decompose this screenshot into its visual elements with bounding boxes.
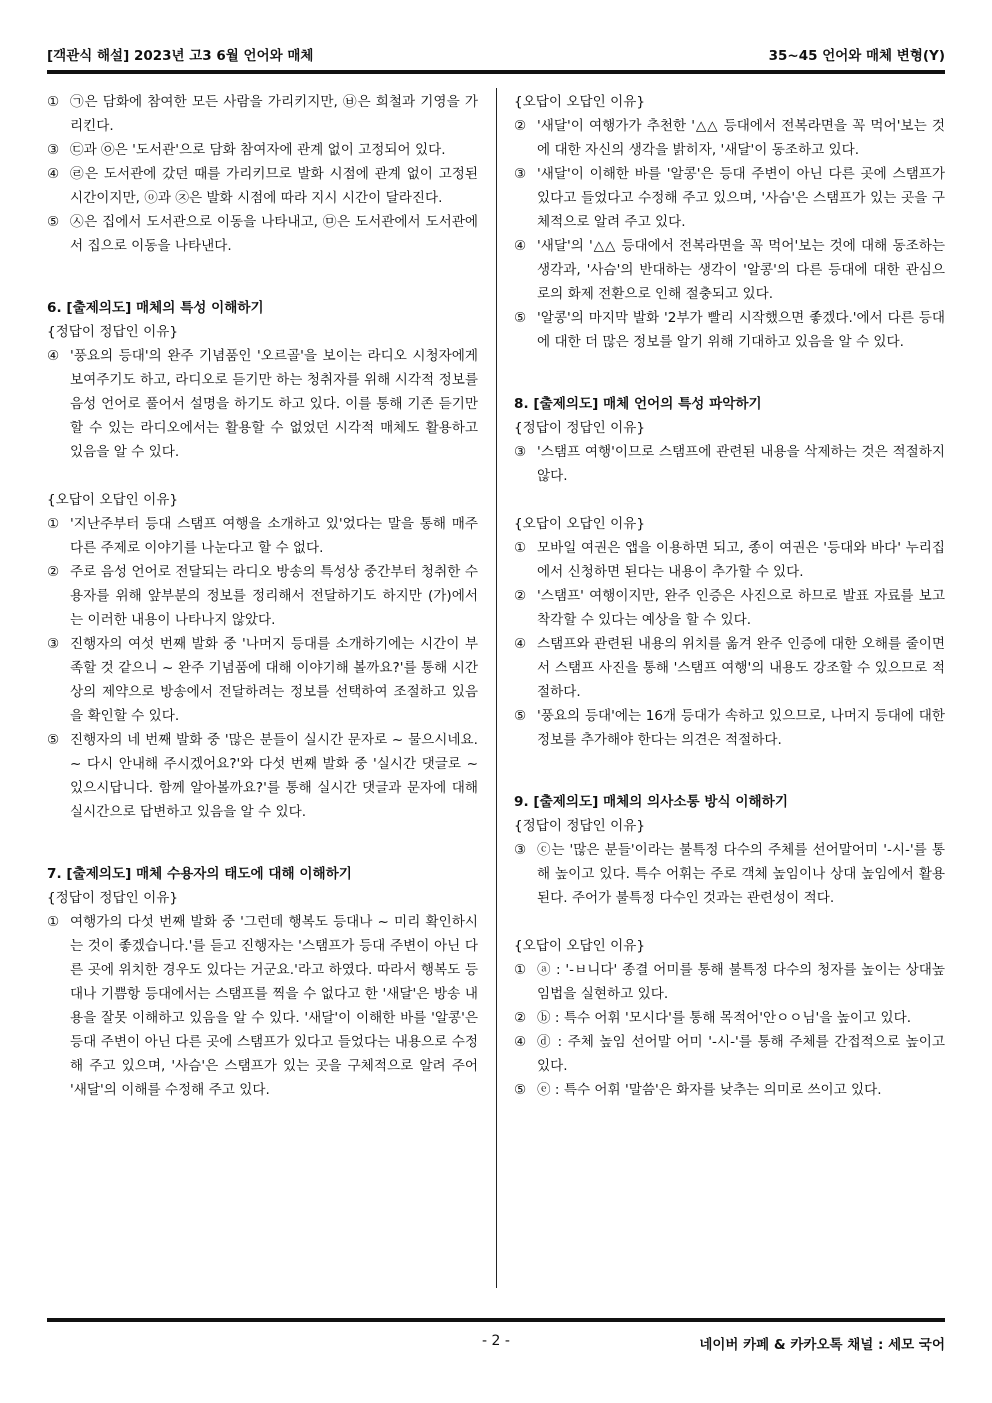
right-column [514,90,945,1102]
q9-title: 9. [출제의도] 매체의 의사소통 방식 이해하기 [514,794,788,810]
page-number: - 2 - [482,1333,510,1349]
q6-correct-label: {정답이 정답인 이유} [47,324,178,340]
list-item: ④ ⓓ : 주체 높임 선어말 어미 '-시-'를 통해 주체를 간접적으로 높이고 있다. [514,1034,945,1074]
list-item: ③ '새달'이 이해한 바를 '알콩'은 등대 주변이 아닌 다른 곳에 스탬프가 있다고 들었다고 수정해 주고 있으며, '사슴'은 스탬프가 있는 곳을 구체적으로 알려 주고 있다. [514,166,945,230]
list-item: ⑤ '풍요의 등대'에는 16개 등대가 속하고 있으므로, 나머지 등대에 대한 정보를 추가해야 한다는 의견은 적절하다. [514,708,945,748]
list-item: ⑤ ㉦은 집에서 도서관으로 이동을 나타내고, ㉤은 도서관에서 도서관에서 집으로 이동을 나타낸다. [47,214,478,254]
q5-items [47,90,478,258]
list-item: ① 모바일 여권은 앱을 이용하면 되고, 종이 여권은 '등대와 바다' 누리집에서 신청하면 된다는 내용이 추가할 수 있다. [514,540,945,580]
list-item: ④ '새달'의 '△△ 등대에서 전복라면을 꼭 먹어'보는 것에 대해 동조하는 생각과, '사슴'의 반대하는 생각이 '알콩'의 다른 등대에 대한 관심으로의 화제 전환으로 인해 절충되고 있다. [514,238,945,302]
list-item: ⑤ ⓔ : 특수 어휘 '말씀'은 화자를 낮추는 의미로 쓰이고 있다. [514,1082,882,1098]
q7-title: 7. [출제의도] 매체 수용자의 태도에 대해 이해하기 [47,866,352,882]
list-item: ④ 스탬프와 관련된 내용의 위치를 옮겨 완주 인증에 대한 오해를 줄이면서 스탬프 사진을 통해 '스탬프 여행'의 내용도 강조할 수 있으므로 적절하다. [514,636,945,700]
list-item: ③ ⓒ는 '많은 분들'이라는 불특정 다수의 주체를 선어말어미 '-시-'를 통해 높이고 있다. 특수 어휘는 주로 객체 높임이나 상대 높임에서 활용된다. 주어가 불특정 다수인 것과는 관련성이 적다. [514,842,945,906]
q9-correct-label: {정답이 정답인 이유} [514,818,645,834]
list-item: ④ ㉣은 도서관에 갔던 때를 가리키므로 발화 시점에 관계 없이 고정된 시간이지만, ⓞ과 ㉨은 발화 시점에 따라 지시 시간이 달라진다. [47,166,478,206]
footer-channel: 네이버 카페 & 카카오톡 채널 : 세모 국어 [699,1337,945,1353]
list-item: ① 여행가의 다섯 번째 발화 중 '그런데 행복도 등대나 ~ 미리 확인하시는 것이 좋겠습니다.'를 듣고 진행자는 '스탬프가 등대 주변이 아닌 다른 곳에 위치한 경우도 있다는 거군요.'라고 하였다. 따라서 행복도 등대나 기쁨항 등대에서는 스탬프를 찍을 수 없다고 한 '새달'은 방송 내용을 잘못 이해하고 있음을 알 수 있다. '새달'이 이해한 바를 '알콩'은 등대 주변이 아닌 다른 곳에 스탬프가 있다고 들었다는 내용으로 수정해 주고 있으며, '사슴'은 스탬프가 있는 곳을 구체적으로 알려 주어 '새달'의 이해를 수정해 주고 있다. [47,914,478,1098]
q9-wrong-label: {오답이 오답인 이유} [514,938,645,954]
header-rule [47,70,945,74]
list-item: ② 주로 음성 언어로 전달되는 라디오 방송의 특성상 중간부터 청취한 수용자를 위해 앞부분의 정보를 정리해서 전달하기도 하지만 (가)에서는 이러한 내용이 나타나지 않았다. [47,564,478,628]
left-column [47,90,478,1102]
list-item: ② ⓑ : 특수 어휘 '모시다'를 통해 목적어'안ㅇㅇ님'을 높이고 있다. [514,1010,912,1026]
list-item: ① ㉠은 담화에 참여한 모든 사람을 가리키지만, ㉥은 희철과 기영을 가리킨다. [47,94,478,134]
list-item: ③ 진행자의 여섯 번째 발화 중 '나머지 등대를 소개하기에는 시간이 부족할 것 같으니 ~ 완주 기념품에 대해 이야기해 볼까요?'를 통해 시간상의 제약으로 방송에서 전달하려는 정보를 선택하여 조절하고 있음을 확인할 수 있다. [47,636,478,724]
list-item: ④ '풍요의 등대'의 완주 기념품인 '오르골'을 보이는 라디오 시청자에게 보여주기도 하고, 라디오로 듣기만 하는 청취자를 위해 시각적 정보를 음성 언어로 풀어서 설명을 하기도 하고 있다. 이를 통해 기존 듣기만 할 수 있는 라디오에서는 활용할 수 없었던 시각적 매체도 활용하고 있음을 알 수 있다. [47,348,478,460]
list-item: ⑤ 진행자의 네 번째 발화 중 '많은 분들이 실시간 문자로 ~ 물으시네요. ~ 다시 안내해 주시겠어요?'와 다섯 번째 발화 중 '실시간 댓글로 ~ 있으시답니다. 함께 알아볼까요?'를 통해 실시간 댓글과 문자에 대해 실시간으로 답변하고 있음을 알 수 있다. [47,732,478,820]
header-right: 35~45 언어와 매체 변형(Y) [768,48,945,64]
list-item: ③ '스탬프 여행'이므로 스탬프에 관련된 내용을 삭제하는 것은 적절하지 않다. [514,444,945,484]
column-divider [496,88,497,1288]
header-left: [객관식 해설] 2023년 고3 6월 언어와 매체 [47,48,314,64]
list-item: ① ⓐ : '-ㅂ니다' 종결 어미를 통해 불특정 다수의 청자를 높이는 상대높임법을 실현하고 있다. [514,962,945,1002]
q6-title: 6. [출제의도] 매체의 특성 이해하기 [47,300,264,316]
page-header [47,40,945,68]
list-item: ① '지난주부터 등대 스탬프 여행을 소개하고 있'었다는 말을 통해 매주 다른 주제로 이야기를 나눈다고 할 수 없다. [47,516,478,556]
q7-wrong-label: {오답이 오답인 이유} [514,94,645,110]
footer-rule [47,1318,945,1322]
q6-wrong-label: {오답이 오답인 이유} [47,492,178,508]
q7-correct-label: {정답이 정답인 이유} [47,890,178,906]
list-item: ② '스탬프' 여행이지만, 완주 인증은 사진으로 하므로 발표 자료를 보고 착각할 수 있다는 예상을 할 수 있다. [514,588,945,628]
list-item: ② '새달'이 여행가가 추천한 '△△ 등대에서 전복라면을 꼭 먹어'보는 것에 대한 자신의 생각을 밝히자, '새달'이 동조하고 있다. [514,118,945,158]
q8-correct-label: {정답이 정답인 이유} [514,420,645,436]
q8-wrong-label: {오답이 오답인 이유} [514,516,645,532]
q8-title: 8. [출제의도] 매체 언어의 특성 파악하기 [514,396,762,412]
list-item: ③ ㉢과 ㉧은 '도서관'으로 담화 참여자에 관계 없이 고정되어 있다. [47,142,446,158]
list-item: ⑤ '알콩'의 마지막 발화 '2부가 빨리 시작했으면 좋겠다.'에서 다른 등대에 대한 더 많은 정보를 알기 위해 기대하고 있음을 알 수 있다. [514,310,945,350]
